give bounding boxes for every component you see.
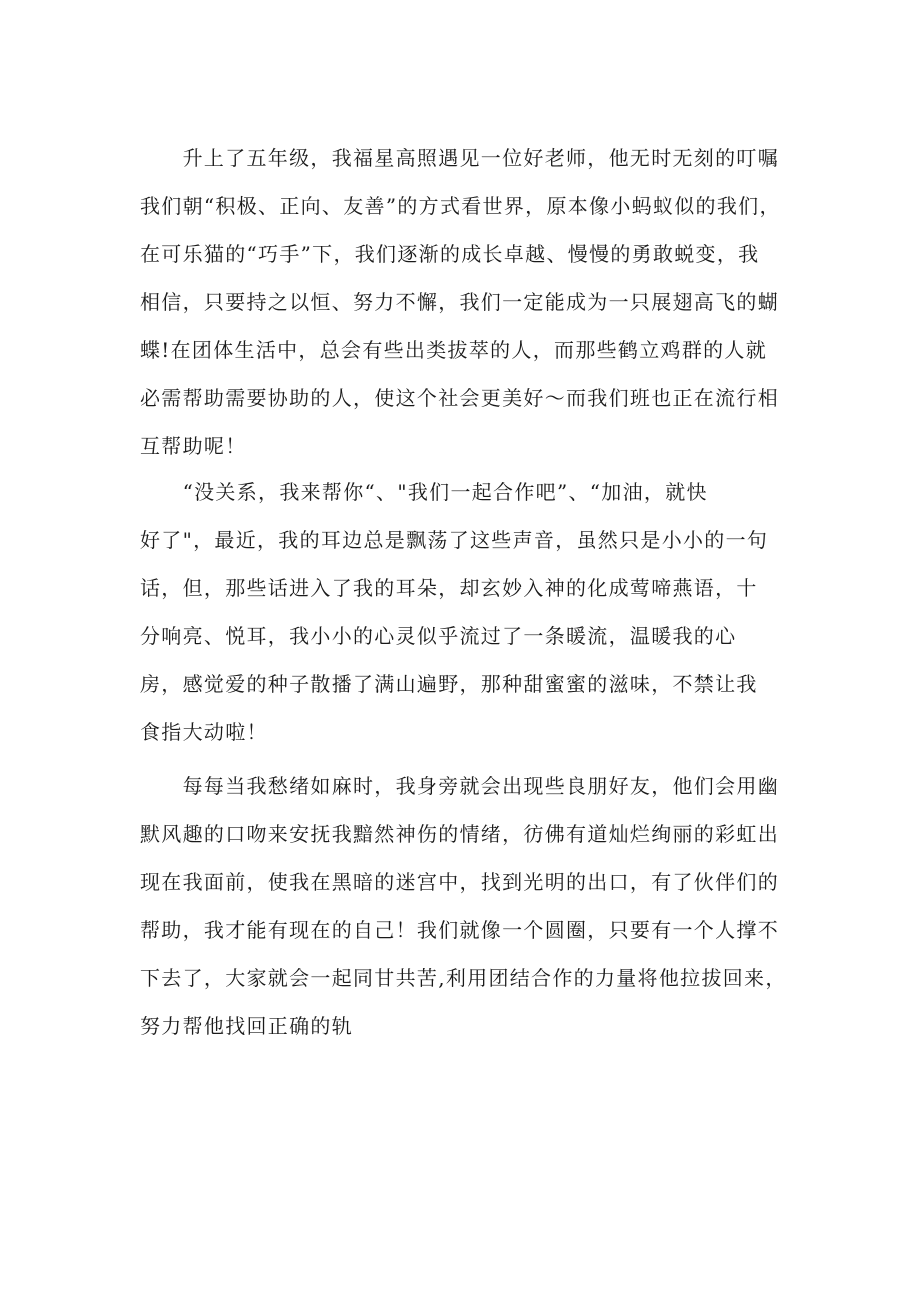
text-line: 食指大动啦！ (140, 720, 268, 744)
text-line: 蝶!在团体生活中，总会有些出类拔萃的人，而那些鹤立鸡群的人就 (140, 338, 768, 362)
text-line: 默风趣的口吻来安抚我黯然神伤的情绪，彷佛有道灿烂绚丽的彩虹出 (140, 822, 779, 846)
text-line: 互帮助呢！ (140, 434, 247, 458)
text-line: 下去了，大家就会一起同甘共苦,利用团结合作的力量将他拉拔回来， (140, 966, 787, 990)
text-line: 必需帮助需要协助的人，使这个社会更美好～而我们班也正在流行相 (140, 386, 779, 410)
text-line: 升上了五年级，我福星高照遇见一位好老师，他无时无刻的叮嘱 (140, 146, 779, 170)
text-line: 分响亮、悦耳，我小小的心灵似乎流过了一条暖流，温暖我的心 (140, 624, 737, 648)
text-line: 好了"，最近，我的耳边总是飘荡了这些声音，虽然只是小小的一句 (140, 528, 769, 552)
text-line: 话，但，那些话进入了我的耳朵，却玄妙入神的化成莺啼燕语，十 (140, 576, 758, 600)
text-line: 相信，只要持之以恒、努力不懈，我们一定能成为一只展翅高飞的蝴 (140, 290, 779, 314)
text-line: 我们朝“积极、正向、友善”的方式看世界，原本像小蚂蚁似的我们， (140, 194, 781, 218)
text-line: 努力帮他找回正确的轨 (140, 1014, 353, 1038)
text-line: 现在我面前，使我在黑暗的迷宫中，找到光明的出口，有了伙伴们的 (140, 870, 779, 894)
text-line: 房，感觉爱的种子散播了满山遍野，那种甜蜜蜜的滋味，不禁让我 (140, 672, 758, 696)
text-line: 在可乐猫的“巧手”下，我们逐渐的成长卓越、慢慢的勇敢蜕变，我 (140, 242, 760, 266)
text-line: “没关系，我来帮你“、"我们一起合作吧”、“加油，就快 (140, 480, 708, 504)
text-line: 帮助，我才能有现在的自己！我们就像一个圆圈，只要有一个人撑不 (140, 918, 779, 942)
text-line: 每每当我愁绪如麻时，我身旁就会出现些良朋好友，他们会用幽 (140, 774, 779, 798)
